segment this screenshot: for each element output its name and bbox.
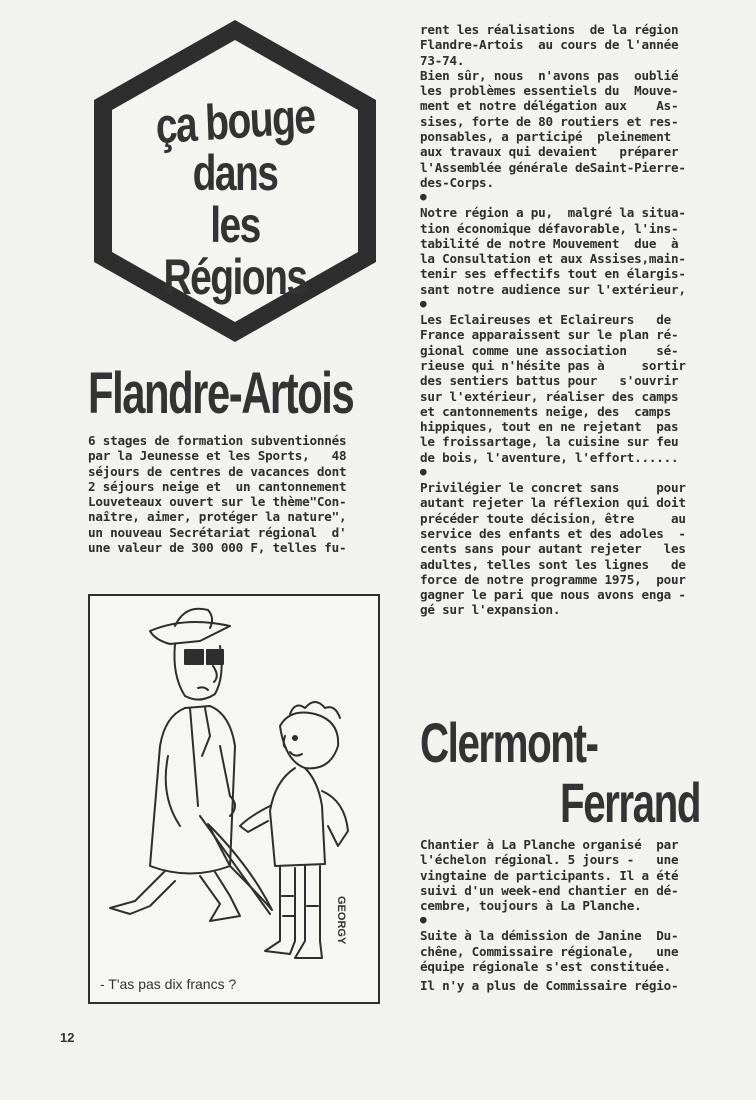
flandre-paragraph-4 bbox=[420, 312, 716, 465]
flandre-paragraph-1 bbox=[88, 433, 380, 555]
paragraph-bullet: ● bbox=[420, 190, 427, 204]
text-line: Flandre-Artois au cours de l'année bbox=[420, 37, 679, 53]
text-line: suivi d'un week-end chantier en dé- bbox=[420, 882, 679, 898]
clermont-paragraph-3 bbox=[420, 978, 714, 993]
text-line: précéder toute décision, être au bbox=[420, 510, 686, 526]
headline-flandre-artois: Flandre-Artois bbox=[88, 361, 354, 426]
cartoonist-signature: GEORGY bbox=[335, 896, 347, 945]
text-line: Il n'y a plus de Commissaire régio- bbox=[420, 978, 679, 994]
page-number: 12 bbox=[60, 1030, 75, 1045]
text-line: sant notre audience sur l'extérieur, bbox=[420, 281, 686, 297]
text-line: la Consultation et aux Assises,main- bbox=[420, 251, 686, 267]
logo-line-1: ça bouge bbox=[154, 87, 316, 155]
text-line: sur l'extérieur, réaliser des camps bbox=[420, 388, 679, 404]
clermont-ferrand-text bbox=[420, 837, 714, 994]
text-line: autant rejeter la réflexion qui doit bbox=[420, 495, 686, 511]
paragraph-bullet: ● bbox=[420, 465, 427, 479]
text-line: hippiques, tout en ne rejetant pas bbox=[420, 419, 679, 435]
text-line: une valeur de 300 000 F, telles fu- bbox=[88, 540, 347, 556]
text-line: cembre, toujours à La Planche. bbox=[420, 898, 642, 914]
text-line: cents sans pour autant rejeter les bbox=[420, 541, 686, 557]
text-line: rent les réalisations de la région bbox=[420, 22, 679, 37]
text-line: force de notre programme 1975, pour bbox=[420, 571, 686, 587]
flandre-intro-paragraph bbox=[88, 433, 380, 555]
text-line: 73-74. bbox=[420, 52, 465, 68]
section-logo-title bbox=[138, 87, 333, 305]
text-line: adultes, telles sont les lignes de bbox=[420, 556, 686, 572]
text-line: l'échelon régional. 5 jours - une bbox=[420, 852, 679, 868]
text-line: Chantier à La Planche organisé par bbox=[420, 837, 679, 852]
clermont-paragraph-2 bbox=[420, 928, 714, 974]
text-line: service des enfants et des adoles - bbox=[420, 525, 686, 541]
text-line: l'Assemblée générale deSaint-Pierre- bbox=[420, 159, 686, 175]
clermont-paragraph-1 bbox=[420, 837, 714, 913]
text-line: gé sur l'expansion. bbox=[420, 602, 561, 618]
headline-clermont: Clermont- bbox=[420, 711, 598, 774]
text-line: sises, forte de 80 routiers et res- bbox=[420, 113, 679, 129]
logo-line-3: les Régions bbox=[163, 197, 307, 305]
text-line: Les Eclaireuses et Eclaireurs de bbox=[420, 312, 671, 328]
text-line: un nouveau Secrétariat régional d' bbox=[88, 524, 347, 540]
text-line: France apparaissent sur le plan ré- bbox=[420, 327, 679, 343]
text-line: rieuse qui n'hésite pas à sortir bbox=[420, 357, 686, 373]
paragraph-bullet: ● bbox=[420, 297, 427, 311]
flandre-paragraph-1-continued bbox=[420, 22, 716, 68]
logo-line-2: dans bbox=[192, 145, 278, 201]
text-line: tion économique défavorable, l'ins- bbox=[420, 220, 679, 236]
text-line: des sentiers battus pour s'ouvrir bbox=[420, 373, 679, 389]
flandre-paragraph-5 bbox=[420, 480, 716, 618]
text-line: et cantonnements neige, des camps bbox=[420, 403, 671, 419]
text-line: chêne, Commissaire régionale, une bbox=[420, 943, 679, 959]
headline-ferrand: Ferrand bbox=[560, 771, 701, 834]
text-line: ment et notre délégation aux As- bbox=[420, 98, 679, 114]
text-line: gional comme une association sé- bbox=[420, 342, 679, 358]
cartoon-caption: - T'as pas dix francs ? bbox=[100, 976, 237, 992]
text-line: par la Jeunesse et les Sports, 48 bbox=[88, 448, 347, 464]
flandre-paragraph-3 bbox=[420, 205, 716, 297]
text-line: gagner le pari que nous avons enga - bbox=[420, 587, 686, 603]
flandre-paragraph-2 bbox=[420, 68, 716, 190]
text-line: Notre région a pu, malgré la situa- bbox=[420, 205, 686, 221]
text-line: 6 stages de formation subventionnés bbox=[88, 433, 347, 448]
text-line: naître, aimer, protéger la nature", bbox=[88, 509, 347, 525]
paragraph-bullet: ● bbox=[420, 913, 427, 927]
text-line: Privilégier le concret sans pour bbox=[420, 480, 686, 496]
text-line: de bois, l'aventure, l'effort...... bbox=[420, 449, 679, 465]
text-line: Bien sûr, nous n'avons pas oublié bbox=[420, 67, 679, 83]
text-line: des-Corps. bbox=[420, 174, 494, 190]
text-line: tabilité de notre Mouvement due à bbox=[420, 235, 679, 251]
text-line: vingtaine de participants. Il a été bbox=[420, 867, 679, 883]
text-line: Suite à la démission de Janine Du- bbox=[420, 928, 679, 944]
text-line: les problèmes essentiels du Mouve- bbox=[420, 83, 679, 99]
text-line: aux travaux qui devaient préparer bbox=[420, 144, 679, 160]
text-line: le froissartage, la cuisine sur feu bbox=[420, 434, 679, 450]
text-line: équipe régionale s'est constituée. bbox=[420, 959, 671, 975]
text-line: ponsables, a participé pleinement bbox=[420, 129, 671, 145]
flandre-continued-text bbox=[420, 22, 716, 618]
text-line: séjours de centres de vacances dont bbox=[88, 463, 347, 479]
text-line: Louveteaux ouvert sur le thème"Con- bbox=[88, 494, 347, 510]
text-line: tenir ses effectifs tout en élargis- bbox=[420, 266, 686, 282]
cartoon-illustration bbox=[88, 594, 380, 1004]
text-line: 2 séjours neige et un cantonnement bbox=[88, 478, 347, 494]
